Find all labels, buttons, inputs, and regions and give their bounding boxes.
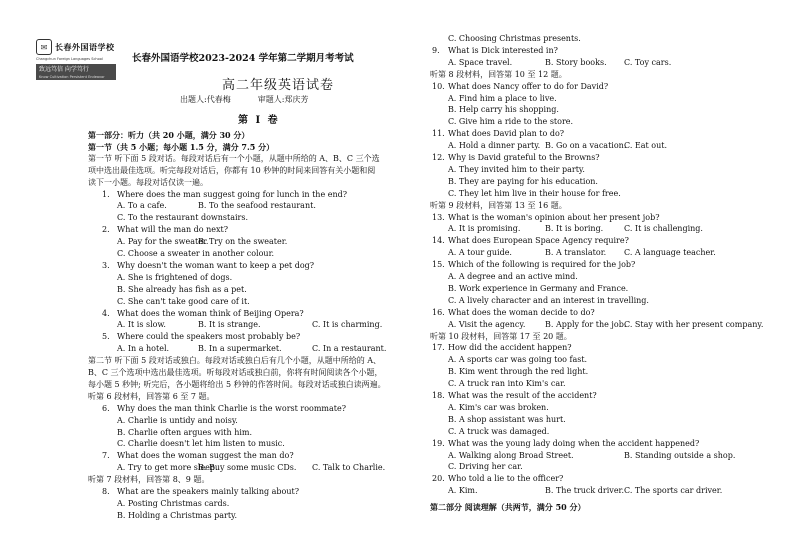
question-number: 18. bbox=[432, 391, 445, 400]
material-line: 听第 10 段材料，回答第 17 至 20 题。 bbox=[430, 331, 572, 341]
school-logo bbox=[36, 38, 116, 84]
option: B. Help carry his shopping. bbox=[448, 105, 559, 115]
option: A. Kim's car was broken. bbox=[448, 402, 549, 412]
section-heading: 第二部分 阅读理解（共两节，满分 50 分） bbox=[430, 502, 586, 513]
option: A. It is promising. bbox=[448, 224, 521, 234]
option: A. Charlie is untidy and noisy. bbox=[117, 415, 238, 425]
question-number: 1. bbox=[102, 189, 110, 199]
option: A. Visit the agency. bbox=[448, 319, 526, 329]
section-line: B、C 三个选项中选出最佳选项。听每段对话或独白前，你将有时间阅读各个小题， bbox=[88, 368, 383, 377]
option: C. In a restaurant. bbox=[312, 344, 387, 354]
option: B. It is boring. bbox=[545, 224, 604, 234]
question-number: 15. bbox=[432, 260, 445, 270]
option: A. A sports car was going too fast. bbox=[448, 355, 588, 365]
question-text: Why doesn't the woman want to keep a pet dog? bbox=[117, 260, 315, 270]
option: B. To the seafood restaurant. bbox=[198, 201, 316, 211]
material-line: 听第 7 段材料，回答第 8、9 题。 bbox=[88, 475, 210, 485]
question-text: What does the woman decide to do? bbox=[448, 307, 595, 317]
option: A. Space travel. bbox=[448, 57, 513, 67]
option: C. Charlie doesn't let him listen to music. bbox=[117, 439, 285, 449]
question-text: Where could the speakers most probably be? bbox=[117, 332, 301, 342]
question-text: Who told a lie to the officer? bbox=[448, 474, 564, 484]
option: C. She can't take good care of it. bbox=[117, 296, 250, 306]
question-text: What does the woman suggest the man do? bbox=[117, 451, 294, 461]
question-text: What is Dick interested in? bbox=[448, 45, 558, 55]
option: B. Holding a Christmas party. bbox=[117, 510, 238, 520]
logo-motto: 致远笃信 向学笃行 bbox=[36, 64, 116, 75]
question-text: Why does the man think Charlie is the worst roommate? bbox=[117, 403, 347, 413]
question-text: What does the woman think of Beijing Opera? bbox=[117, 308, 304, 318]
author-label: 出题人:代春梅 bbox=[180, 95, 231, 104]
question-number: 7. bbox=[102, 451, 110, 461]
question-number: 6. bbox=[102, 403, 110, 413]
question-number: 13. bbox=[432, 212, 445, 222]
option: B. In a supermarket. bbox=[198, 344, 282, 354]
option: C. It is charming. bbox=[312, 320, 383, 330]
option: B. She already has fish as a pet. bbox=[117, 284, 247, 294]
option: A. It is slow. bbox=[117, 320, 166, 330]
option: B. The truck driver. bbox=[545, 486, 625, 496]
option: B. Try on the sweater. bbox=[198, 237, 288, 247]
option: A. To a cafe. bbox=[117, 201, 167, 211]
option: B. Story books. bbox=[545, 57, 607, 67]
option: A. A degree and an active mind. bbox=[448, 272, 578, 281]
section-line: 第一部分：听力（共 20 小题，满分 30 分） bbox=[88, 130, 250, 140]
question-number: 2. bbox=[102, 225, 110, 235]
option: C. Stay with her present company. bbox=[624, 319, 764, 329]
option: A. In a hotel. bbox=[117, 344, 170, 354]
question-number: 20. bbox=[432, 474, 445, 484]
option: C. A truck ran into Kim's car. bbox=[448, 379, 566, 389]
option: B. Buy some music CDs. bbox=[198, 463, 297, 473]
exam-title: 高二年级英语试卷 bbox=[222, 78, 335, 93]
logo-english-name: Changchun Foreign Languages School bbox=[36, 57, 103, 61]
question-number: 17. bbox=[432, 343, 445, 353]
question-text: Which of the following is required for the job? bbox=[448, 260, 636, 270]
option: C. They let him live in their house for free. bbox=[448, 188, 621, 198]
material-line: 听第 8 段材料，回答第 10 至 12 题。 bbox=[430, 69, 567, 79]
section-line: 第二节 听下面 5 段对话或独白。每段对话或独白后有几个小题，从题中所给的 A、 bbox=[88, 356, 382, 366]
question-number: 4. bbox=[102, 308, 110, 318]
question-text: Why is David grateful to the Browns? bbox=[448, 153, 600, 162]
option: B. A shop assistant was hurt. bbox=[448, 414, 566, 424]
logo-motto-english: Know Cultivation Persistent Endeavor bbox=[36, 75, 116, 80]
option: C. Choosing Christmas presents. bbox=[448, 34, 581, 43]
option: A. Walking along Broad Street. bbox=[448, 450, 574, 460]
section-line: 第一节 听下面 5 段对话。每段对话后有一个小题，从题中所给的 A、B、C 三个选 bbox=[88, 153, 380, 163]
question-text: How did the accident happen? bbox=[448, 343, 572, 353]
question-number: 3. bbox=[102, 260, 110, 270]
section-line: 听第 6 段材料，回答第 6 至 7 题。 bbox=[88, 391, 215, 401]
option: C. Talk to Charlie. bbox=[312, 463, 386, 473]
question-text: What are the speakers mainly talking about? bbox=[117, 487, 300, 496]
option: C. A truck was damaged. bbox=[448, 426, 550, 436]
question-text: What does David plan to do? bbox=[448, 129, 565, 139]
question-text: What was the young lady doing when the accident happened? bbox=[448, 438, 700, 448]
option: B. Kim went through the red light. bbox=[448, 367, 589, 377]
option: C. Choose a sweater in another colour. bbox=[117, 249, 275, 258]
option: B. Standing outside a shop. bbox=[624, 450, 736, 460]
option: B. It is strange. bbox=[198, 320, 261, 330]
option: C. Driving her car. bbox=[448, 462, 523, 472]
volume-label: 第 I 卷 bbox=[238, 115, 280, 126]
option: C. A language teacher. bbox=[624, 248, 716, 258]
material-line: 听第 9 段材料，回答第 13 至 16 题。 bbox=[430, 200, 567, 210]
option: B. Work experience in Germany and France. bbox=[448, 283, 629, 293]
option: A. Pay for the sweater. bbox=[117, 237, 209, 247]
question-text: What is the woman's opinion about her present job? bbox=[448, 212, 660, 222]
option: C. Give him a ride to the store. bbox=[448, 117, 574, 127]
question-number: 11. bbox=[432, 129, 445, 139]
option: C. The sports car driver. bbox=[624, 486, 723, 496]
option: A. A tour guide. bbox=[448, 248, 512, 258]
option: A. Hold a dinner party. bbox=[448, 141, 541, 151]
option: A. They invited him to their party. bbox=[448, 164, 585, 174]
question-text: What will the man do next? bbox=[117, 225, 229, 235]
question-number: 5. bbox=[102, 332, 110, 342]
option: C. It is challenging. bbox=[624, 224, 703, 234]
option: A. She is frightened of dogs. bbox=[117, 272, 233, 282]
question-number: 8. bbox=[102, 487, 110, 496]
question-number: 19. bbox=[432, 438, 445, 448]
option: B. Charlie often argues with him. bbox=[117, 427, 253, 437]
question-text: What does Nancy offer to do for David? bbox=[448, 81, 609, 91]
option: A. Kim. bbox=[448, 486, 478, 496]
school-exam-line: 长春外国语学校2023-2024 学年第二学期月考考试 bbox=[132, 53, 354, 64]
section-line: 第一节（共 5 小题；每小题 1.5 分，满分 7.5 分） bbox=[88, 141, 275, 152]
option: A. Find him a place to live. bbox=[448, 93, 557, 103]
option: B. Go on a vacation. bbox=[545, 141, 627, 151]
option: C. Eat out. bbox=[624, 141, 668, 151]
question-number: 10. bbox=[432, 81, 445, 91]
reviewer-label: 审题人:郑庆芳 bbox=[257, 95, 309, 104]
question-number: 16. bbox=[432, 307, 445, 317]
question-text: What does European Space Agency require? bbox=[448, 236, 629, 246]
school-seal-icon: ✉ bbox=[36, 39, 52, 55]
section-line: 每小题 5 秒钟; 听完后，各小题将给出 5 秒钟的作答时间。每段对话或独白读两遍。 bbox=[88, 379, 386, 389]
authors-line bbox=[180, 94, 309, 105]
option: B. They are paying for his education. bbox=[448, 176, 598, 186]
option: B. A translator. bbox=[545, 248, 607, 258]
option: C. Toy cars. bbox=[624, 57, 672, 67]
question-text: What was the result of the accident? bbox=[448, 391, 597, 400]
option: C. To the restaurant downstairs. bbox=[117, 213, 249, 223]
logo-school-name: 长春外国语学校 bbox=[55, 41, 115, 52]
section-line: 读下一小题。每段对话仅读一遍。 bbox=[88, 177, 208, 187]
option: C. A lively character and an interest in travelling. bbox=[448, 295, 649, 305]
option: A. Try to get more sleep. bbox=[117, 463, 218, 473]
option: B. Apply for the job. bbox=[545, 319, 627, 329]
question-number: 12. bbox=[432, 153, 445, 162]
question-number: 9. bbox=[432, 45, 440, 55]
section-line: 项中选出最佳选项。听完每段对话后，你都有 10 秒钟的时间来回答有关小题和阅 bbox=[88, 165, 376, 175]
question-number: 14. bbox=[432, 236, 445, 246]
question-text: Where does the man suggest going for lunch in the end? bbox=[117, 189, 348, 199]
option: A. Posting Christmas cards. bbox=[117, 498, 230, 508]
